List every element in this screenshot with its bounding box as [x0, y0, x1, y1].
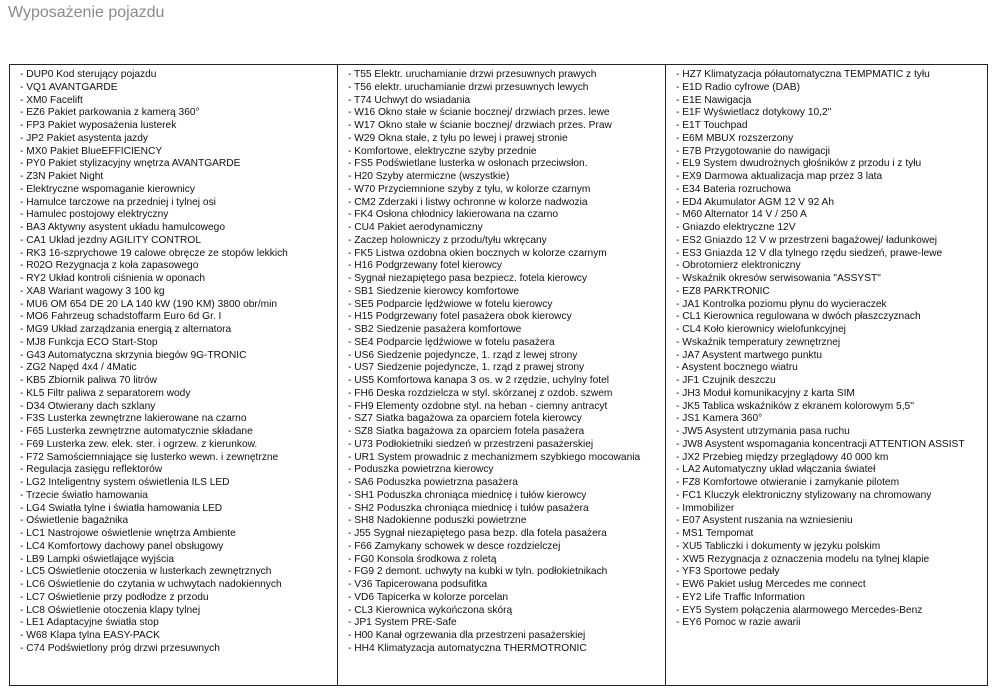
equipment-item: - R02O Rezygnacja z koła zapasowego — [20, 260, 337, 273]
equipment-item: - CL4 Koło kierownicy wielofunkcyjnej — [676, 324, 987, 337]
equipment-item: - F66 Zamykany schowek w desce rozdzielczej — [348, 541, 665, 554]
equipment-item: - US7 Siedzenie pojedyncze, 1. rząd z prawej strony — [348, 362, 665, 375]
equipment-item: - JA1 Kontrolka poziomu płynu do wycieraczek — [676, 299, 987, 312]
equipment-item: - EL9 System dwudrożnych głośników z przodu i z tyłu — [676, 158, 987, 171]
equipment-item: - MU6 OM 654 DE 20 LA 140 kW (190 KM) 3800 obr/min — [20, 299, 337, 312]
equipment-item: - EW6 Pakiet usług Mercedes me connect — [676, 579, 987, 592]
equipment-item: - XA8 Wariant wagowy 3 100 kg — [20, 286, 337, 299]
equipment-item: - F65 Lusterka zewnętrzne automatycznie składane — [20, 426, 337, 439]
equipment-item: - HH4 Klimatyzacja automatyczna THERMOTRONIC — [348, 643, 665, 656]
equipment-item: - BA3 Aktywny asystent układu hamulcowego — [20, 222, 337, 235]
equipment-item: - ES3 Gniazda 12 V dla tylnego rzędu siedzeń, prawe-lewe — [676, 248, 987, 261]
equipment-item: - LA2 Automatyczny układ włączania świateł — [676, 464, 987, 477]
equipment-item: - E1D Radio cyfrowe (DAB) — [676, 82, 987, 95]
equipment-item: - CA1 Układ jezdny AGILITY CONTROL — [20, 235, 337, 248]
equipment-list — [676, 69, 987, 630]
equipment-item: - E1T Touchpad — [676, 120, 987, 133]
equipment-item: - EY6 Pomoc w razie awarii — [676, 617, 987, 630]
equipment-item: - W68 Klapa tylna EASY-PACK — [20, 630, 337, 643]
equipment-item: - Elektryczne wspomaganie kierownicy — [20, 184, 337, 197]
equipment-item: - FZ8 Komfortowe otwieranie i zamykanie pilotem — [676, 477, 987, 490]
equipment-item: - LC4 Komfortowy dachowy panel obsługowy — [20, 541, 337, 554]
equipment-item: - SH2 Poduszka chroniąca miednicę i tułów pasażera — [348, 503, 665, 516]
equipment-item: - JW5 Asystent utrzymania pasa ruchu — [676, 426, 987, 439]
equipment-item: - US5 Komfortowa kanapa 3 os. w 2 rzędzie, uchylny fotel — [348, 375, 665, 388]
equipment-item: - U73 Podłokietniki siedzeń w przestrzeni pasażerskiej — [348, 439, 665, 452]
equipment-item: - SZ8 Siatka bagażowa za oparciem fotela pasażera — [348, 426, 665, 439]
equipment-item: - JW8 Asystent wspomagania koncentracji ATTENTION ASSIST — [676, 439, 987, 452]
equipment-item: - H00 Kanał ogrzewania dla przestrzeni pasażerskiej — [348, 630, 665, 643]
equipment-item: - Obrotomierz elektroniczny — [676, 260, 987, 273]
equipment-item: - E07 Asystent ruszania na wzniesieniu — [676, 515, 987, 528]
equipment-item: - Wskaźnik temperatury zewnętrznej — [676, 337, 987, 350]
equipment-item: - SH1 Poduszka chroniąca miednicę i tułów kierowcy — [348, 490, 665, 503]
equipment-item: - LE1 Adaptacyjne światła stop — [20, 617, 337, 630]
equipment-item: - E7B Przygotowanie do nawigacji — [676, 146, 987, 159]
equipment-item: - FG9 2 demont. uchwyty na kubki w tyln. podłokietnikach — [348, 566, 665, 579]
equipment-item: - FH9 Elementy ozdobne styl. na heban - ciemny antracyt — [348, 401, 665, 414]
equipment-item: - ED4 Akumulator AGM 12 V 92 Ah — [676, 197, 987, 210]
equipment-item: - C74 Podświetlony próg drzwi przesuwnych — [20, 643, 337, 656]
equipment-item: - Sygnał niezapiętego pasa bezpiecz. fotela kierowcy — [348, 273, 665, 286]
equipment-item: - E1E Nawigacja — [676, 95, 987, 108]
equipment-item: - LC8 Oświetlenie otoczenia klapy tylnej — [20, 605, 337, 618]
equipment-item: - ES2 Gniazdo 12 V w przestrzeni bagażowej/ ładunkowej — [676, 235, 987, 248]
equipment-item: - CU4 Pakiet aerodynamiczny — [348, 222, 665, 235]
equipment-item: - Z3N Pakiet Night — [20, 171, 337, 184]
equipment-item: - W70 Przyciemnione szyby z tyłu, w kolorze czarnym — [348, 184, 665, 197]
equipment-item: - T74 Uchwyt do wsiadania — [348, 95, 665, 108]
equipment-item: - CL3 Kierownica wykończona skórą — [348, 605, 665, 618]
equipment-item: - RK3 16-szprychowe 19 calowe obręcze ze stopów lekkich — [20, 248, 337, 261]
equipment-item: - LC7 Oświetlenie przy podłodze z przodu — [20, 592, 337, 605]
equipment-item: - SB2 Siedzenie pasażera komfortowe — [348, 324, 665, 337]
equipment-item: - Asystent bocznego wiatru — [676, 362, 987, 375]
equipment-item: - W17 Okno stałe w ścianie bocznej/ drzwiach przes. Praw — [348, 120, 665, 133]
equipment-item: - EZ8 PARKTRONIC — [676, 286, 987, 299]
equipment-item: - LC1 Nastrojowe oświetlenie wnętrza Ambiente — [20, 528, 337, 541]
equipment-item: - EY2 Life Traffic Information — [676, 592, 987, 605]
equipment-item: - FK4 Osłona chłodnicy lakierowana na czarno — [348, 209, 665, 222]
equipment-item: - LG2 Inteligentny system oświetlenia ILS LED — [20, 477, 337, 490]
equipment-item: - FC1 Kluczyk elektroniczny stylizowany na chromowany — [676, 490, 987, 503]
equipment-item: - EY5 System połączenia alarmowego Mercedes-Benz — [676, 605, 987, 618]
equipment-item: - SH8 Nadokienne poduszki powietrzne — [348, 515, 665, 528]
equipment-item: - FS5 Podświetlane lusterka w osłonach przeciwsłon. — [348, 158, 665, 171]
equipment-item: - JH3 Moduł komunikacyjny z karta SIM — [676, 388, 987, 401]
equipment-item: - M60 Alternator 14 V / 250 A — [676, 209, 987, 222]
equipment-item: - CL1 Kierownica regulowana w dwóch płaszczyznach — [676, 311, 987, 324]
equipment-item: - EX9 Darmowa aktualizacja map przez 3 lata — [676, 171, 987, 184]
equipment-item: - MS1 Tempomat — [676, 528, 987, 541]
equipment-item: - Oświetlenie bagażnika — [20, 515, 337, 528]
equipment-item: - VQ1 AVANTGARDE — [20, 82, 337, 95]
equipment-item: - DUP0 Kod sterujący pojazdu — [20, 69, 337, 82]
equipment-item: - JP2 Pakiet asystenta jazdy — [20, 133, 337, 146]
equipment-item: - Trzecie światło hamowania — [20, 490, 337, 503]
equipment-item: - T55 Elektr. uruchamianie drzwi przesuwnych prawych — [348, 69, 665, 82]
equipment-item: - KL5 Filtr paliwa z separatorem wody — [20, 388, 337, 401]
equipment-list — [20, 69, 337, 656]
section-title: Wyposażenie pojazdu — [8, 4, 165, 21]
equipment-item: - VD6 Tapicerka w kolorze porcelan — [348, 592, 665, 605]
equipment-item: - V36 Tapicerowana podsufitka — [348, 579, 665, 592]
equipment-item: - UR1 System prowadnic z mechanizmem szybkiego mocowania — [348, 452, 665, 465]
equipment-item: - HZ7 Klimatyzacja półautomatyczna TEMPMATIC z tyłu — [676, 69, 987, 82]
equipment-item: - D34 Otwierany dach szklany — [20, 401, 337, 414]
equipment-item: - LC5 Oświetlenie otoczenia w lusterkach zewnętrznych — [20, 566, 337, 579]
equipment-item: - CM2 Zderzaki i listwy ochronne w kolorze nadwozia — [348, 197, 665, 210]
equipment-item: - LB9 Lampki oświetlające wyjścia — [20, 554, 337, 567]
equipment-column-3 — [666, 65, 987, 685]
equipment-item: - SE5 Podparcie lędźwiowe w fotelu kierowcy — [348, 299, 665, 312]
equipment-item: - ZG2 Napęd 4x4 / 4Matic — [20, 362, 337, 375]
equipment-item: - Regulacja zasięgu reflektorów — [20, 464, 337, 477]
equipment-item: - JX2 Przebieg między przeglądowy 40 000 km — [676, 452, 987, 465]
equipment-item: - MG9 Układ zarządzania energią z alternatora — [20, 324, 337, 337]
equipment-item: - PY0 Pakiet stylizacyjny wnętrza AVANTGARDE — [20, 158, 337, 171]
equipment-item: - JS1 Kamera 360° — [676, 413, 987, 426]
equipment-item: - FG0 Konsola środkowa z roletą — [348, 554, 665, 567]
equipment-item: - J55 Sygnał niezapiętego pasa bezp. dla fotela pasażera — [348, 528, 665, 541]
equipment-column-2 — [338, 65, 666, 685]
equipment-item: - Gniazdo elektryczne 12V — [676, 222, 987, 235]
equipment-item: - H15 Podgrzewany fotel pasażera obok kierowcy — [348, 311, 665, 324]
equipment-list — [348, 69, 665, 656]
equipment-item: - H20 Szyby atermiczne (wszystkie) — [348, 171, 665, 184]
equipment-item: - XM0 Facelift — [20, 95, 337, 108]
equipment-item: - F3S Lusterka zewnętrzne lakierowane na czarno — [20, 413, 337, 426]
equipment-item: - FP3 Pakiet wyposażenia lusterek — [20, 120, 337, 133]
equipment-item: - SE4 Podparcie lędźwiowe w fotelu pasażera — [348, 337, 665, 350]
equipment-item: - MJ8 Funkcja ECO Start-Stop — [20, 337, 337, 350]
equipment-item: - XU5 Tabliczki i dokumenty w języku polskim — [676, 541, 987, 554]
equipment-item: - Hamulec postojowy elektryczny — [20, 209, 337, 222]
equipment-table — [9, 64, 988, 686]
equipment-item: - XW5 Rezygnacja z oznaczenia modelu na tylnej klapie — [676, 554, 987, 567]
equipment-item: - JP1 System PRE-Safe — [348, 617, 665, 630]
equipment-item: - SB1 Siedzenie kierowcy komfortowe — [348, 286, 665, 299]
equipment-item: - SA6 Poduszka powietrzna pasażera — [348, 477, 665, 490]
equipment-item: - LC6 Oświetlenie do czytania w uchwytach nadokiennych — [20, 579, 337, 592]
equipment-item: - MX0 Pakiet BlueEFFICIENCY — [20, 146, 337, 159]
equipment-item: - W16 Okno stałe w ścianie bocznej/ drzwiach przes. lewe — [348, 107, 665, 120]
equipment-item: - JF1 Czujnik deszczu — [676, 375, 987, 388]
equipment-item: - RY2 Układ kontroli ciśnienia w oponach — [20, 273, 337, 286]
equipment-item: - E6M MBUX rozszerzony — [676, 133, 987, 146]
equipment-item: - FK5 Listwa ozdobna okien bocznych w kolorze czarnym — [348, 248, 665, 261]
equipment-item: - E34 Bateria rozruchowa — [676, 184, 987, 197]
equipment-item: - LG4 Światła tylne i światła hamowania LED — [20, 503, 337, 516]
equipment-item: - YF3 Sportowe pedały — [676, 566, 987, 579]
equipment-item: - F69 Lusterka zew. elek. ster. i ogrzew. z kierunkow. — [20, 439, 337, 452]
equipment-item: - JK5 Tablica wskaźników z ekranem kolorowym 5,5'' — [676, 401, 987, 414]
equipment-item: - EZ6 Pakiet parkowania z kamerą 360° — [20, 107, 337, 120]
equipment-item: - F72 Samościemniające się lusterko wewn. i zewnętrzne — [20, 452, 337, 465]
equipment-item: - KB5 Zbiornik paliwa 70 litrów — [20, 375, 337, 388]
equipment-item: - T56 elektr. uruchamianie drzwi przesuwnych lewych — [348, 82, 665, 95]
equipment-item: - US6 Siedzenie pojedyncze, 1. rząd z lewej strony — [348, 350, 665, 363]
equipment-item: - G43 Automatyczna skrzynia biegów 9G-TRONIC — [20, 350, 337, 363]
equipment-item: - Komfortowe, elektryczne szyby przednie — [348, 146, 665, 159]
equipment-item: - Hamulce tarczowe na przedniej i tylnej osi — [20, 197, 337, 210]
equipment-item: - W29 Okna stałe, z tyłu po lewej i prawej stronie — [348, 133, 665, 146]
equipment-item: - Wskaźnik okresów serwisowania "ASSYST" — [676, 273, 987, 286]
equipment-item: - Zaczep holowniczy z przodu/tyłu wkręcany — [348, 235, 665, 248]
equipment-item: - H16 Podgrzewany fotel kierowcy — [348, 260, 665, 273]
equipment-item: - Immobilizer — [676, 503, 987, 516]
equipment-item: - MO6 Fahrzeug schadstoffarm Euro 6d Gr. I — [20, 311, 337, 324]
equipment-item: - Poduszka powietrzna kierowcy — [348, 464, 665, 477]
equipment-column-1 — [10, 65, 338, 685]
equipment-item: - SZ7 Siatka bagażowa za oparciem fotela kierowcy — [348, 413, 665, 426]
equipment-item: - E1F Wyświetlacz dotykowy 10,2'' — [676, 107, 987, 120]
equipment-item: - FH6 Deska rozdzielcza w styl. skórzanej z ozdob. szwem — [348, 388, 665, 401]
equipment-item: - JA7 Asystent martwego punktu — [676, 350, 987, 363]
